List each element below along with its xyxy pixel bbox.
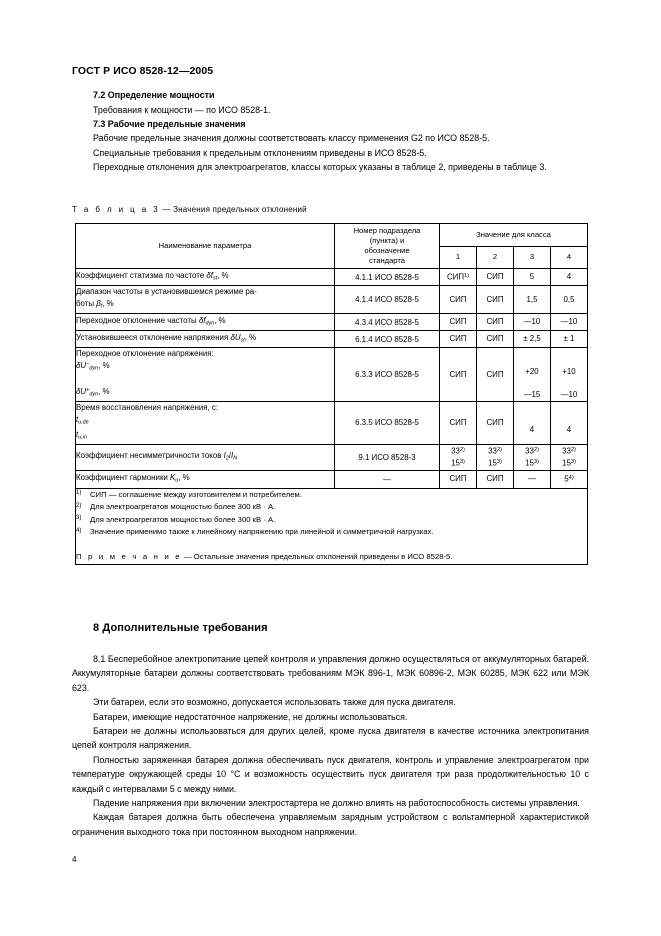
cell-class-1: СИП xyxy=(440,286,477,314)
th-parameter: Наименование параметра xyxy=(76,224,335,269)
table-row xyxy=(76,470,588,488)
section-8-paragraph-6: Падение напряжения при включении электростартера не должно влиять на работоспособность системы управления. xyxy=(93,798,580,809)
clause-heading-7-2: 7.2 Определение мощности xyxy=(93,90,215,100)
cell-parameter xyxy=(76,348,335,402)
cell-reference: 6.3.3 ИСО 8528-5 xyxy=(335,348,440,402)
footnote-item xyxy=(76,501,587,514)
page-number: 4 xyxy=(72,855,77,864)
table-caption-label: Т а б л и ц а 3 xyxy=(72,205,161,214)
table-3 xyxy=(75,223,588,565)
cell-parameter: Диапазон частоты в установившемся режиме ра- боты $\beta_f$, % xyxy=(76,286,335,314)
th-class-1: 1 xyxy=(440,246,477,269)
cell-class-4: ± 1 xyxy=(551,331,588,348)
cell-class-4: —10 xyxy=(551,314,588,331)
cell-class-3: 1,5 xyxy=(514,286,551,314)
table-3-wrapper xyxy=(75,223,587,565)
table-note-text: — Остальные значения предельных отклонений приведены в ИСО 8528-5. xyxy=(183,551,453,561)
clause-paragraph-7-3-2: Специальные требования к предельным отклонениям приведены в ИСО 8528-5. xyxy=(93,147,427,158)
cell-class-3: 33$^{2)}$ 15$^{3)}$ xyxy=(514,444,551,470)
cell-class-2: СИП xyxy=(477,470,514,488)
cell-class-1: СИП xyxy=(440,331,477,348)
document-header: ГОСТ Р ИСО 8528-12—2005 xyxy=(72,65,214,77)
section-8-paragraph-7: Каждая батарея должна быть обеспечена управляемым зарядным устройством с вольтамперной характеристикой ограничения выходного тока при постоянном выходном напряжении. xyxy=(72,812,589,837)
section-8-paragraph-2: Эти батареи, если это возможно, допускается использовать также для пуска двигателя. xyxy=(93,697,456,708)
footnote-ref: 4) xyxy=(568,475,574,482)
table-head-row-1 xyxy=(76,224,588,247)
cell-class-4: 0,5 xyxy=(551,286,588,314)
cell-reference: 6.1.4 ИСО 8528-5 xyxy=(335,331,440,348)
cell-class-4: 4 xyxy=(551,402,588,444)
th-reference-line-3: обозначение xyxy=(364,246,410,255)
th-reference xyxy=(335,224,440,269)
cell-reference: — xyxy=(335,470,440,488)
table-row xyxy=(76,269,588,286)
section-8-paragraph-4: Батареи не должны использоваться для других целей, кроме пуска двигателя в качестве источника электропитания цепей контроля напряжения. xyxy=(72,726,589,751)
table-footnotes xyxy=(76,488,588,564)
footnote-item xyxy=(76,526,587,539)
cell-class-3: 5 xyxy=(514,269,551,286)
value-negative: —15 xyxy=(523,390,541,400)
th-class-group: Значение для класса xyxy=(440,224,588,247)
footnote-marker: 2) xyxy=(76,502,82,509)
cell-class-2: СИП xyxy=(477,402,514,444)
section-8-heading: 8 Дополнительные требования xyxy=(93,622,268,634)
th-class-2: 2 xyxy=(477,246,514,269)
th-reference-line-4: стандарта xyxy=(369,256,405,265)
footnote-marker: 1) xyxy=(76,489,82,496)
cell-class-2: СИП xyxy=(477,269,514,286)
clause-paragraph-7-3-3: Переходные отклонения для электроагрегатов, классы которых указаны в таблице 2, приведены в таблице 3. xyxy=(93,162,547,173)
table-note-label: П р и м е ч а н и е xyxy=(76,551,182,561)
cell-class-3: 4 xyxy=(514,402,551,444)
clause-paragraph-7-2-1: Требования к мощности — по ИСО 8528-1. xyxy=(93,104,271,115)
cell-parameter: Установившееся отклонение напряжения $\delta U_{st}$, % xyxy=(76,331,335,348)
cell-parameter-line-3: $t_{u,in}$ xyxy=(76,429,87,441)
table-row xyxy=(76,286,588,314)
cell-reference: 6.3.5 ИСО 8528-5 xyxy=(335,402,440,444)
table-head xyxy=(76,224,588,269)
th-class-3: 3 xyxy=(514,246,551,269)
footnote-ref: 1) xyxy=(464,273,470,280)
value-negative: —10 xyxy=(560,390,578,400)
cell-class-2: СИП xyxy=(477,314,514,331)
footnote-text: Для электроагрегатов мощностью более 300 кВ · А. xyxy=(90,502,276,512)
cell-class-1: СИП$^{1)}$ xyxy=(440,269,477,286)
cell-class-1: СИП xyxy=(440,470,477,488)
th-reference-line-2: (пункта) и xyxy=(369,236,405,245)
cell-class-2: СИП xyxy=(477,348,514,402)
section-8-paragraph-5: Полностью заряженная батарея должна обеспечивать пуск двигателя, контроль и управление электроагрегатом при температуре окружающей среды 10 °С и возможность осуществить пуск двигателя три раза продолжительностью 10 с каждый с интервалами 5 с между ними. xyxy=(72,754,589,794)
section-8 xyxy=(72,622,589,839)
table-caption-text: — Значения предельных отклонений xyxy=(162,205,307,214)
cell-class-4: 4 xyxy=(551,269,588,286)
cell-parameter-line-3: $\delta U^+_{dyn}$, % xyxy=(76,387,110,398)
value-positive: +20 xyxy=(525,367,539,377)
table-footnotes-row xyxy=(76,488,588,564)
clause-heading-7-3: 7.3 Рабочие предельные значения xyxy=(93,118,246,129)
cell-class-3: —10 xyxy=(514,314,551,331)
cell-reference: 4.3.4 ИСО 8528-5 xyxy=(335,314,440,331)
cell-parameter: Коэффициент статизма по частоте $\delta f_{st}$, % xyxy=(76,269,335,286)
table-note xyxy=(76,551,587,564)
footnote-item xyxy=(76,489,587,502)
section-8-paragraph-1: 8.1 Бесперебойное электропитание цепей контроля и управления должно осуществляться от аккумуляторных батарей. Аккумуляторные батареи должны соответствовать требованиям МЭК 896-1, МЭК 60896-2, МЭК 60285, МЭК 622 или МЭК 623. xyxy=(72,654,589,693)
clause-block xyxy=(72,88,589,175)
cell-parameter: Коэффициент гармоники $K_u$, % xyxy=(76,470,335,488)
footnote-item xyxy=(76,514,587,527)
cell-reference: 4.1.1 ИСО 8528-5 xyxy=(335,269,440,286)
cell-class-2: СИП xyxy=(477,286,514,314)
cell-class-4: 33$^{2)}$ 15$^{3)}$ xyxy=(551,444,588,470)
cell-reference: 4.1.4 ИСО 8528-5 xyxy=(335,286,440,314)
value-positive: +10 xyxy=(562,367,576,377)
cell-class-2: СИП xyxy=(477,331,514,348)
cell-class-3 xyxy=(514,348,551,402)
cell-class-1: СИП xyxy=(440,314,477,331)
cell-class-1: СИП xyxy=(440,402,477,444)
footnote-text: Значение применимо также к линейному напряжению при линейной и симметричной нагрузках. xyxy=(90,527,434,537)
cell-class-1: 33$^{2)}$ 15$^{3)}$ xyxy=(440,444,477,470)
table-row xyxy=(76,402,588,444)
th-reference-line-1: Номер подраздела xyxy=(353,226,421,235)
clause-paragraph-7-3-1: Рабочие предельные значения должны соответствовать классу применения G2 по ИСО 8528-5. xyxy=(93,133,490,144)
footnote-text: Для электроагрегатов мощностью более 300 кВ · А. xyxy=(90,514,276,524)
th-class-4: 4 xyxy=(551,246,588,269)
table-row xyxy=(76,348,588,402)
cell-class-3: — xyxy=(514,470,551,488)
table-caption xyxy=(72,205,307,214)
cell-parameter-line-1: Переходное отклонение напряжения: xyxy=(76,349,214,358)
footnote-marker: 3) xyxy=(76,515,82,522)
cell-parameter-line-2: $\delta U^-_{dyn}$, % xyxy=(76,360,110,372)
cell-class-3: ± 2,5 xyxy=(514,331,551,348)
table-row xyxy=(76,331,588,348)
cell-parameter: Переходное отклонение частоты $\delta f_{dyn}$, % xyxy=(76,314,335,331)
cell-class-1: СИП xyxy=(440,348,477,402)
cell-class-2: 33$^{2)}$ 15$^{3)}$ xyxy=(477,444,514,470)
table-body xyxy=(76,269,588,565)
cell-parameter-line-1: Время восстановления напряжения, с: xyxy=(76,403,219,413)
cell-parameter-line-2: $t_{u,de}$ xyxy=(76,414,89,426)
table-row xyxy=(76,314,588,331)
footnote-marker: 4) xyxy=(76,527,82,534)
cell-class-4 xyxy=(551,348,588,402)
cell-parameter: Коэффициент несимметричности токов $I_2/I_N$ xyxy=(76,444,335,470)
cell-class-4: 5$^{4)}$ xyxy=(551,470,588,488)
cell-reference: 9.1 ИСО 8528-3 xyxy=(335,444,440,470)
footnote-text: СИП — соглашение между изготовителем и потребителем. xyxy=(90,489,302,499)
cell-parameter xyxy=(76,402,335,444)
section-8-paragraph-3: Батареи, имеющие недостаточное напряжение, не должны использоваться. xyxy=(93,711,408,722)
table-row xyxy=(76,444,588,470)
